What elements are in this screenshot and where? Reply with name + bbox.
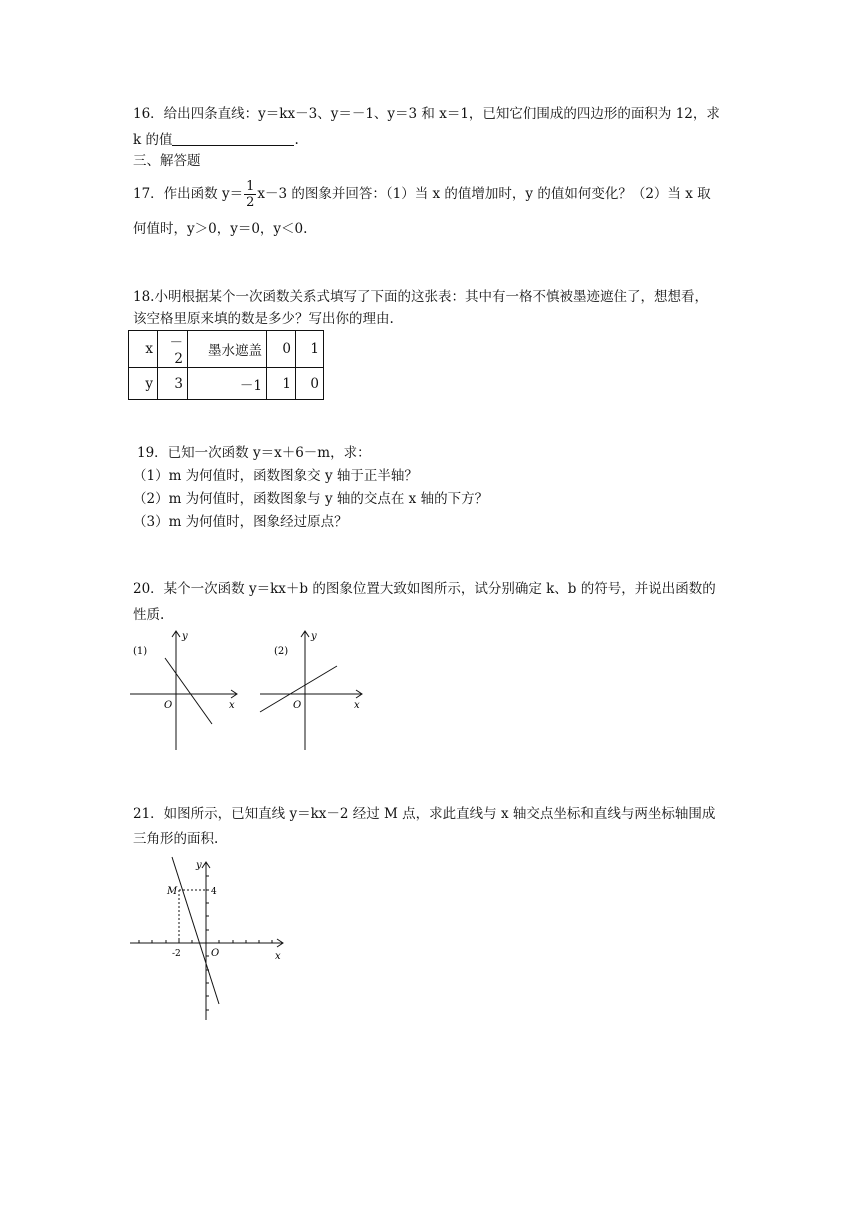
table-cell: 1 (267, 368, 296, 400)
q16-line1: 16．给出四条直线：y＝kx－3、y＝－1、y＝3 和 x＝1，已知它们围成的四边形的面积为 12，求 (133, 106, 720, 122)
fraction-denominator: 2 (246, 195, 255, 210)
table-cell: 3 (158, 368, 188, 400)
x-tick-label: -2 (172, 949, 181, 959)
graph-label: (1) (133, 646, 148, 657)
table-cell: y (129, 368, 158, 400)
y-axis-label: y (311, 631, 317, 642)
q18-line1: 18.小明根据某个一次函数关系式填写了下面的这张表：其中有一格不慎被墨迹遮住了，想想看， (133, 289, 708, 305)
section-heading: 三、解答题 (133, 153, 201, 169)
x-axis-label: x (354, 700, 360, 711)
q19-line1: 19．已知一次函数 y＝x＋6－m，求： (137, 445, 371, 461)
origin-label: O (211, 948, 220, 959)
table-cell: 墨水遮盖 (188, 331, 267, 368)
q18-line2: 该空格里原来填的数是多少？写出你的理由. (133, 311, 394, 327)
y-tick-label: 4 (211, 887, 217, 897)
q16-line2 (133, 130, 299, 150)
x-axis-label: x (275, 951, 281, 962)
y-axis-label: y (196, 860, 202, 871)
fraction (244, 179, 256, 210)
graph-label: (2) (274, 646, 289, 657)
table-cell: －1 (188, 368, 267, 400)
fraction-numerator: 1 (246, 179, 255, 194)
q16-prefix: k 的值 (133, 132, 173, 148)
q20-line1: 20．某个一次函数 y＝kx＋b 的图象位置大致如图所示，试分别确定 k、b 的符号，并说出函数的 (133, 581, 716, 597)
y-axis-label: y (182, 631, 188, 642)
x-axis-label: x (229, 700, 235, 711)
table-cell: 0 (267, 331, 296, 368)
q19-line3: （2）m 为何值时，函数图象与 y 轴的交点在 x 轴的下方？ (133, 491, 489, 507)
point-m-label: M (167, 886, 178, 897)
value-table (128, 330, 324, 400)
q17-prefix: 17．作出函数 y＝ (133, 186, 244, 202)
table-cell: 0 (296, 368, 324, 400)
q17-line1 (133, 174, 711, 214)
q16-suffix: . (294, 132, 299, 148)
table-row (129, 331, 324, 368)
q17-line2: 何值时，y＞0，y＝0，y＜0. (133, 221, 308, 237)
graph-2 (255, 625, 380, 755)
origin-label: O (164, 700, 173, 711)
table-cell: 1 (296, 331, 324, 368)
table-row (129, 368, 324, 400)
q17-suffix: x－3 的图象并回答：（1）当 x 的值增加时，y 的值如何变化？（2）当 x 取 (257, 186, 711, 202)
graph-1 (125, 625, 250, 755)
graph-q21 (125, 852, 295, 1027)
table-cell: －2 (158, 331, 188, 368)
table-cell: x (129, 331, 158, 368)
q21-line1: 21．如图所示，已知直线 y＝kx－2 经过 M 点，求此直线与 x 轴交点坐标和直线与两坐标轴围成 (133, 806, 716, 822)
origin-label: O (293, 700, 302, 711)
answer-blank (172, 131, 294, 146)
q21-line2: 三角形的面积. (133, 831, 219, 847)
q20-line2: 性质. (133, 607, 165, 623)
q19-line4: （3）m 为何值时，图象经过原点？ (133, 514, 348, 530)
q19-line2: （1）m 为何值时，函数图象交 y 轴于正半轴？ (133, 468, 418, 484)
function-line (165, 658, 212, 724)
